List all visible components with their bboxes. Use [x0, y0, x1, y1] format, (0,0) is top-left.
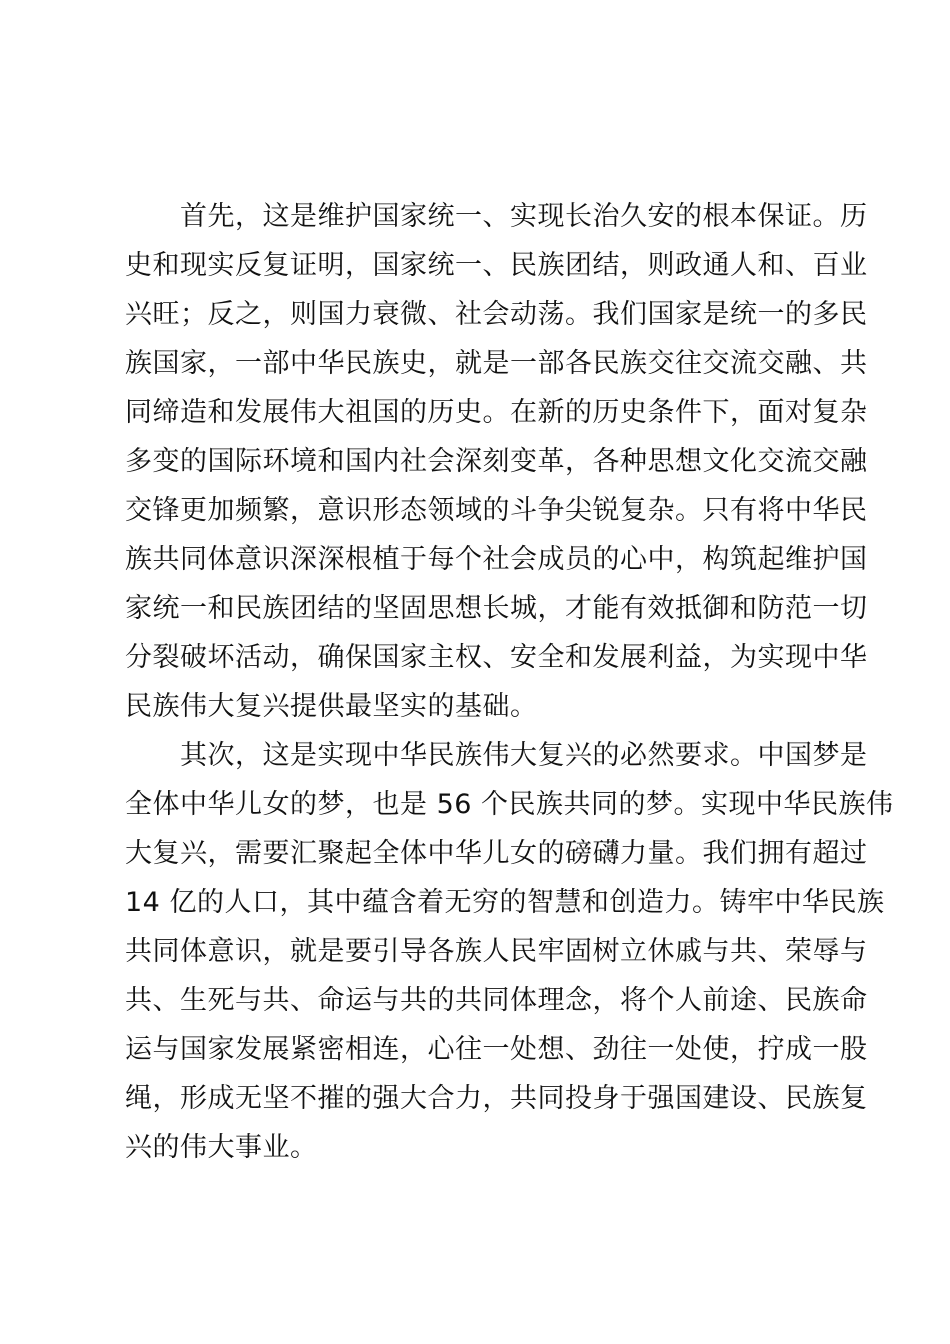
text-line: 多变的国际环境和国内社会深刻变革，各种思想文化交流交融	[125, 446, 868, 477]
text-line: 族国家，一部中华民族史，就是一部各民族交往交流交融、共	[125, 348, 868, 379]
text-line: 族共同体意识深深根植于每个社会成员的心中，构筑起维护国	[125, 544, 868, 575]
text-line: 兴的伟大事业。	[125, 1132, 318, 1163]
paragraph-1	[125, 192, 868, 731]
text-line: 运与国家发展紧密相连，心往一处想、劲往一处使，拧成一股	[125, 1034, 868, 1065]
text-line: 全体中华儿女的梦，也是 56 个民族共同的梦。实现中华民族伟	[125, 789, 894, 820]
text-line: 共同体意识，就是要引导各族人民牢固树立休戚与共、荣辱与	[125, 936, 868, 967]
text-line: 史和现实反复证明，国家统一、民族团结，则政通人和、百业	[125, 250, 868, 281]
text-line: 兴旺；反之，则国力衰微、社会动荡。我们国家是统一的多民	[125, 299, 868, 330]
text-line: 共、生死与共、命运与共的共同体理念，将个人前途、民族命	[125, 985, 868, 1016]
paragraph-2	[125, 731, 894, 1172]
body-text	[125, 192, 894, 1172]
text-line: 交锋更加频繁，意识形态领域的斗争尖锐复杂。只有将中华民	[125, 495, 868, 526]
text-line: 其次，这是实现中华民族伟大复兴的必然要求。中国梦是	[125, 740, 868, 771]
text-line: 首先，这是维护国家统一、实现长治久安的根本保证。历	[125, 201, 868, 232]
text-line: 民族伟大复兴提供最坚实的基础。	[125, 691, 538, 722]
text-line: 同缔造和发展伟大祖国的历史。在新的历史条件下，面对复杂	[125, 397, 868, 428]
text-line: 14 亿的人口，其中蕴含着无穷的智慧和创造力。铸牢中华民族	[125, 887, 885, 918]
text-line: 分裂破坏活动，确保国家主权、安全和发展利益，为实现中华	[125, 642, 868, 673]
text-line: 大复兴，需要汇聚起全体中华儿女的磅礴力量。我们拥有超过	[125, 838, 868, 869]
text-line: 家统一和民族团结的坚固思想长城，才能有效抵御和防范一切	[125, 593, 868, 624]
text-line: 绳，形成无坚不摧的强大合力，共同投身于强国建设、民族复	[125, 1083, 868, 1114]
